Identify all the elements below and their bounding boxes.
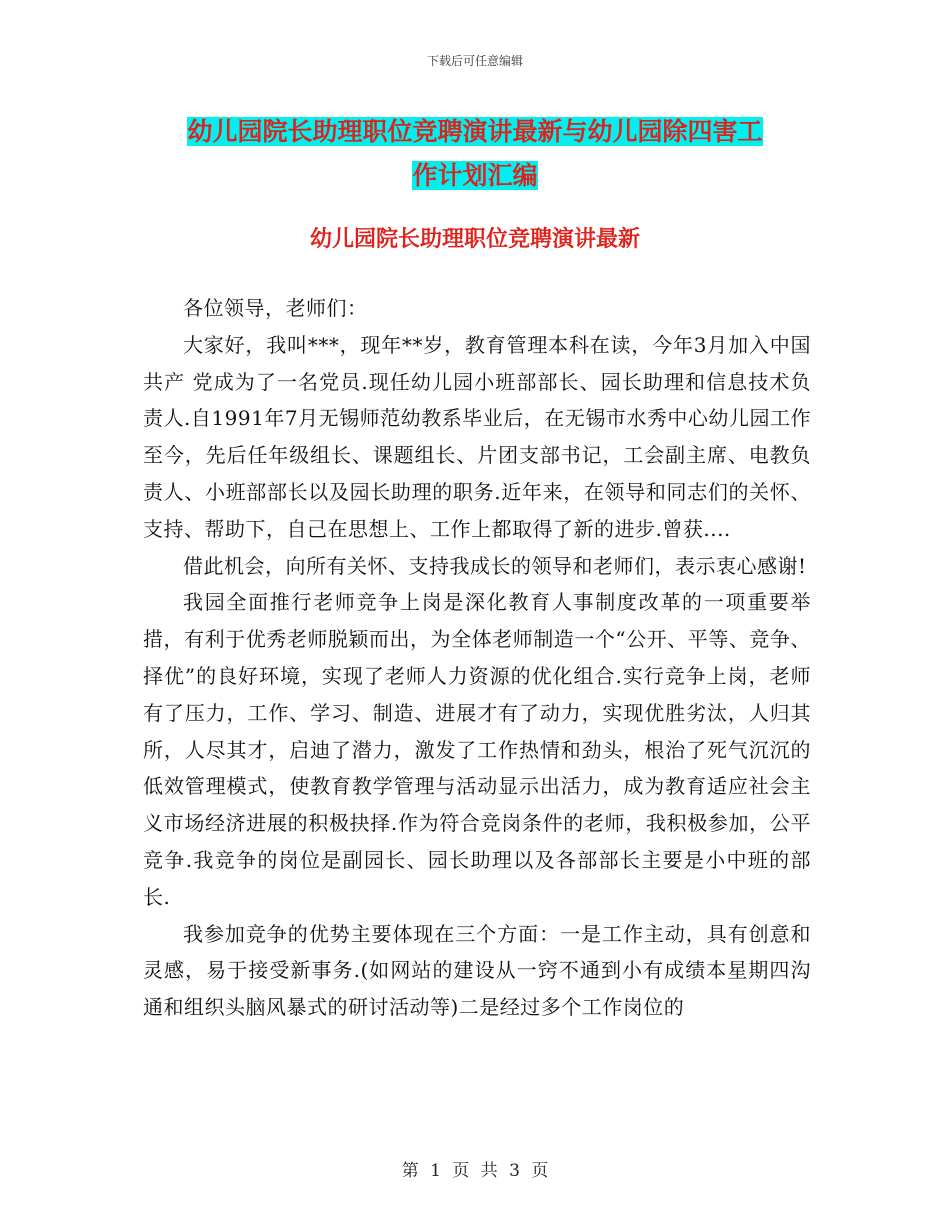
paragraph-greeting: 各位领导，老师们：	[183, 296, 368, 320]
document-title	[140, 110, 810, 198]
body-text	[143, 290, 811, 1026]
paragraph: 我园全面推行老师竞争上岗是深化教育人事制度改革的一项重要举措，有利于优秀老师脱颖而出，为全体老师制造一个“公开、平等、竞争、择优”的良好环境，实现了老师人力资源的优化组合.实行竞争上岗，老师有了压力，工作、学习、制造、进展才有了动力，实现优胜劣汰，人归其所，人尽其才，启迪了潜力，激发了工作热情和劲头，根治了死气沉沉的低效管理模式，使教育教学管理与活动显示出活力，成为教育适应社会主义市场经济进展的积极抉择.作为符合竞岗条件的老师，我积极参加，公平竞争.我竞争的岗位是副园长、园长助理以及各部部长主要是小中班的部长.	[143, 590, 811, 909]
section-title: 幼儿园院长助理职位竞聘演讲最新	[309, 227, 640, 252]
document-title-line-2: 作计划汇编	[412, 161, 538, 190]
header-note: 下载后可任意编辑	[426, 54, 523, 68]
paragraph: 大家好，我叫***，现年**岁，教育管理本科在读，今年3月加入中国共产 党成为了一名党员.现任幼儿园小班部部长、园长助理和信息技术负责人.自1991年7月无锡师范幼教系毕业后，在无锡市水秀中心幼儿园工作至今，先后任年级组长、课题组长、片团支部书记，工会副主席、电教负责人、小班部部长以及园长助理的职务.近年来，在领导和同志们的关怀、支持、帮助下，自己在思想上、工作上都取得了新的进步.曾获....	[143, 332, 811, 541]
paragraph: 借此机会，向所有关怀、支持我成长的领导和老师们，表示衷心感谢!	[183, 553, 807, 578]
paragraph: 我参加竞争的优势主要体现在三个方面：一是工作主动，具有创意和灵感，易于接受新事务.(如网站的建设从一窍不通到小有成绩本星期四沟通和组织头脑风暴式的研讨活动等)二是经过多个工作岗位的	[143, 921, 811, 1020]
page-number: 第 1 页 共 3 页	[401, 1161, 549, 1181]
document-title-line-1: 幼儿园院长助理职位竞聘演讲最新与幼儿园除四害工	[187, 117, 763, 146]
